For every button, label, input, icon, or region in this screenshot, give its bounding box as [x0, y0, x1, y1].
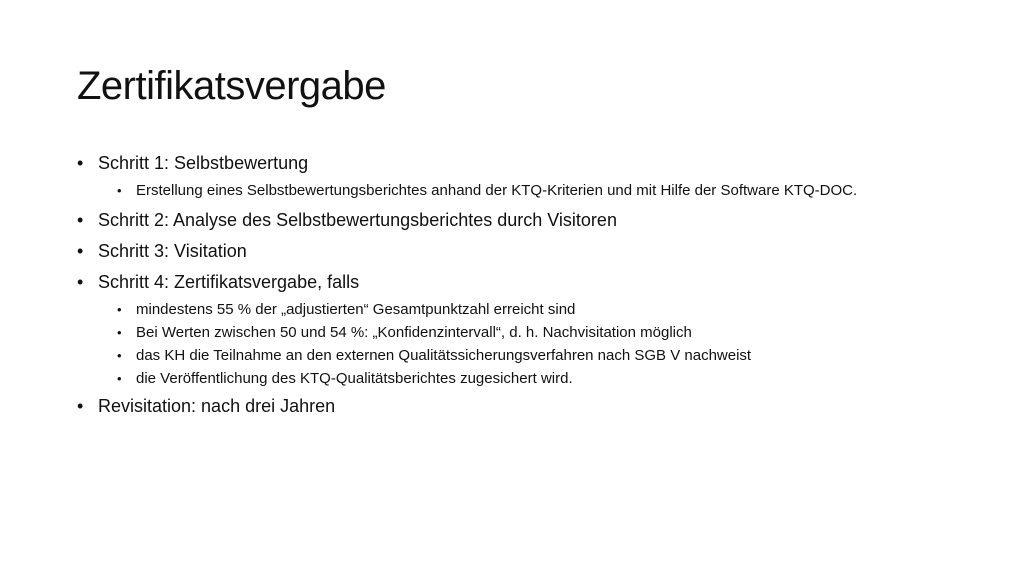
bullet-item-schritt-3 [77, 238, 957, 264]
bullet-dot-icon: • [77, 396, 84, 416]
sub-bullet-text: Bei Werten zwischen 50 und 54 %: „Konfidenzintervall“, d. h. Nachvisitation möglich [136, 324, 692, 341]
sub-bullet-item [77, 346, 957, 366]
bullet-text: Revisitation: nach drei Jahren [98, 396, 336, 416]
bullet-list [77, 150, 957, 424]
sub-bullet-text: mindestens 55 % der „adjustierten“ Gesamtpunktzahl erreicht sind [136, 301, 576, 318]
sub-bullet-item [77, 369, 957, 389]
bullet-item-schritt-4 [77, 269, 957, 295]
sub-bullet-dot-icon: • [117, 183, 122, 198]
bullet-item-revisitation [77, 393, 957, 419]
bullet-dot-icon: • [77, 272, 84, 292]
sub-bullet-item [77, 181, 941, 201]
sub-bullet-dot-icon: • [117, 325, 122, 340]
bullet-item-schritt-2 [77, 207, 957, 233]
sub-bullet-dot-icon: • [117, 371, 122, 386]
sub-bullet-dot-icon: • [117, 302, 122, 317]
bullet-dot-icon: • [77, 241, 84, 261]
bullet-text: Schritt 2: Analyse des Selbstbewertungsberichtes durch Visitoren [98, 210, 617, 230]
bullet-text: Schritt 4: Zertifikatsvergabe, falls [98, 272, 360, 292]
bullet-dot-icon: • [77, 210, 84, 230]
slide-title: Zertifikatsvergabe [77, 64, 386, 108]
bullet-text: Schritt 1: Selbstbewertung [98, 153, 309, 173]
bullet-dot-icon: • [77, 153, 84, 173]
sub-bullet-dot-icon: • [117, 348, 122, 363]
sub-bullet-item [77, 323, 957, 343]
sub-bullet-text: das KH die Teilnahme an den externen Qualitätssicherungsverfahren nach SGB V nachweist [136, 347, 752, 364]
sub-bullet-text: die Veröffentlichung des KTQ-Qualitätsberichtes zugesichert wird. [136, 370, 573, 387]
sub-bullet-text: Erstellung eines Selbstbewertungsberichtes anhand der KTQ-Kriterien und mit Hilfe der Software KTQ-DOC. [136, 182, 858, 199]
sub-bullet-item [77, 300, 957, 320]
bullet-text: Schritt 3: Visitation [98, 241, 247, 261]
bullet-item-schritt-1 [77, 150, 957, 176]
